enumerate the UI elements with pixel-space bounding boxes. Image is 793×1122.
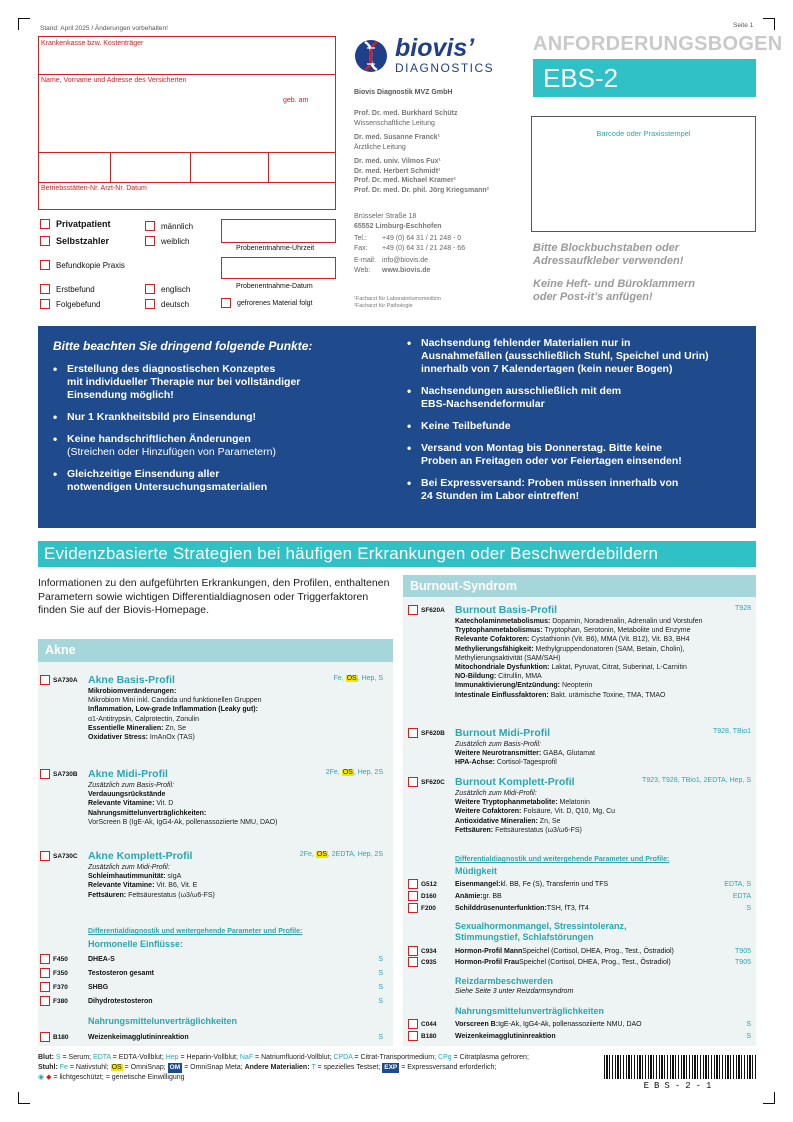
label-uhrzeit: Probenentnahme-Uhrzeit — [236, 245, 315, 252]
param-row[interactable]: B180 Weizenkeimagglutininreaktion S — [40, 1032, 383, 1042]
logo-name: biovis’ — [395, 34, 475, 62]
eye-icon: ◉ — [38, 1074, 45, 1081]
checkbox[interactable] — [145, 284, 155, 294]
profile-burnout-komplett — [408, 776, 751, 842]
burnout-diff-heading: Differentialdiagnostik und weitergehende Parameter und Profile: — [455, 856, 670, 863]
lab-company: Biovis Diagnostik MVZ GmbH — [354, 89, 453, 96]
lab-address: Brüsseler Straße 18 65552 Limburg-Eschhofen Tel.: +49 (0) 64 31 / 21 248 - 0 Fax: +49 (0) 64 31 / 21 248 - 66 E-mail: info@biovis.de Web: www.biovis.de — [354, 213, 466, 274]
revision-note: Stand: April 2025 / Änderungen vorbehalten! — [40, 25, 168, 32]
divider — [38, 74, 336, 75]
profile-title: Akne Basis-Profil — [88, 674, 175, 686]
profile-params: Mikrobiomveränderungen: Mikrobiom Mini inkl. Candida und funktionellen Gruppen Inflammation, Low-grade Inflammation (Leaky gut): α1-Antitrypsin, Calprotectin, Zonulin Essentielle Mineralien: Zn, Se Oxidativer Stress: ImAnOx (TAS) — [88, 688, 262, 742]
profile-code[interactable]: SF620A — [408, 605, 445, 615]
divider — [38, 152, 336, 153]
checkbox[interactable] — [40, 284, 50, 294]
uhrzeit-field[interactable] — [221, 219, 336, 243]
insurance-form — [38, 36, 336, 210]
param-row[interactable]: B180 Weizenkeimagglutininreaktion S — [408, 1031, 751, 1041]
profile-params: Katecholaminmetabolismus: Dopamin, Noradrenalin, Adrenalin und Vorstufen Tryptophanmetabolismus: Tryptophan, Serotonin, Metabolite und Enzyme Relevante Cofaktoren: Cystathionin (Vit. B6), MMA (Vit. B12), Vit. B3, BH4 Methylierungsfähigkeit: Methylgruppendonatoren (SAM, Betain, Cholin), Methylierungsaktivität (SAM/SAH) Mitochondriale Dysfunktion: Laktat, Pyruvat, Citrat, Suberinat, L-Carnitin NO-Bildung: Citrullin, MMA Immunaktivierung/Entzündung: Neopterin Intestinale Einflussfaktoren: Bakt. urämische Toxine, TMA, TMAO — [455, 618, 703, 699]
checkbox[interactable] — [145, 221, 155, 231]
checkbox[interactable] — [145, 299, 155, 309]
notice-item: • Versand von Montag bis Donnerstag. Bitte keine Proben an Freitagen oder vor Feiertagen einsenden! — [407, 442, 752, 468]
param-row[interactable]: F350 Testosteron gesamt S — [40, 968, 383, 978]
profile-materials: Fe, OS, Hep, S — [333, 675, 383, 682]
profile-burnout-midi — [408, 727, 751, 771]
panel-burnout-title: Burnout-Syndrom — [403, 575, 756, 597]
page-number: Seite 1 — [733, 22, 754, 29]
notice-item: • Nachsendung fehlender Materialien nur in Ausnahmefällen (ausschließlich Stuhl, Speichel und Urin) innerhalb von 7 Kalendertagen (kein neuer Bogen) — [407, 337, 752, 376]
notice-item: • Erstellung des diagnostischen Konzeptes mit individueller Therapie nur bei vollständiger Einsendung möglich! — [53, 363, 398, 402]
option-englisch[interactable]: englisch — [145, 284, 190, 294]
profile-params: Zusätzlich zum Basis-Profil: Weitere Neurotransmitter: GABA, Glutamat HPA-Achse: Cortisol-Tagesprofil — [455, 741, 595, 767]
legend-line-stool: Stuhl: Fe = Nativstuhl; OS = OmniSnap; OM = OmniSnap Meta; Andere Materialien: T = spezielles Testset; EXP = Expressversand erforderlich; — [38, 1064, 497, 1071]
divider — [190, 152, 191, 182]
burnout-sex-heading: Sexualhormonmangel, Stressintoleranz, Stimmungstief, Schlafstörungen — [455, 921, 627, 942]
profile-materials: T928, TBio1 — [712, 728, 751, 735]
profile-code[interactable]: SF620B — [408, 728, 445, 738]
logo-sub: DIAGNOSTICS — [395, 61, 495, 75]
profile-akne-basis — [40, 674, 383, 758]
legend-line-blood: Blut: S = Serum; EDTA = EDTA-Vollblut; Hep = Heparin-Vollblut; NaF = Natriumfluorid-Vollblut; CPDA = Citrat-Transportmedium; CPg = Citratplasma gefroren; — [38, 1054, 529, 1061]
checkbox[interactable] — [145, 236, 155, 246]
profile-materials: 2Fe, OS, Hep, 2S — [325, 769, 383, 776]
profile-params: Zusätzlich zum Midi-Profil: Schleimhautimmunität: sIgA Relevante Vitamine: Vit. B6, Vit. E Fettsäuren: Fettsäurestatus (ω3/ω6-FS) — [88, 864, 215, 899]
crop-mark-tl — [18, 18, 30, 30]
option-weiblich[interactable]: weiblich — [145, 236, 189, 246]
option-deutsch[interactable]: deutsch — [145, 299, 189, 309]
option-befundkopie[interactable]: Befundkopie Praxis — [40, 260, 125, 270]
notice-item: • Keine handschriftlichen Änderungen (Streichen oder Hinzufügen von Parametern) — [53, 433, 398, 459]
option-maennlich[interactable]: männlich — [145, 221, 193, 231]
param-row[interactable]: C934 Hormon-Profil Mann Speichel (Cortisol, DHEA, Prog., Test., Östradiol) T905 — [408, 946, 751, 956]
checkbox[interactable] — [40, 236, 50, 246]
label-betriebsstaette: Betriebsstätten-Nr. Arzt-Nr. Datum — [41, 185, 147, 192]
profile-title: Akne Komplett-Profil — [88, 850, 193, 862]
notice-item: • Gleichzeitige Einsendung aller notwendigen Untersuchungsmaterialien — [53, 468, 398, 494]
crop-mark-tr — [763, 18, 775, 30]
notice-item: • Keine Teilbefunde — [407, 420, 752, 433]
crop-mark-bl — [18, 1092, 30, 1104]
param-row[interactable]: F380 Dihydrotestosteron S — [40, 996, 383, 1006]
profile-burnout-basis — [408, 604, 751, 722]
notice-list-left — [53, 363, 398, 503]
burnout-reiz-text: Siehe Seite 3 unter Reizdarmsyndrom — [455, 988, 574, 995]
lab-footnotes: ¹Facharzt für Laboratoriumsmedizin ²Facharzt für Pathologie — [354, 296, 441, 309]
hint-no-clips: Keine Heft- und Büroklammern oder Post-it’s anfügen! — [533, 278, 695, 303]
burnout-nmu-heading: Nahrungsmittelunverträglichkeiten — [455, 1006, 605, 1016]
notice-heading: Bitte beachten Sie dringend folgende Punkte: — [53, 339, 313, 353]
param-row[interactable]: F370 SHBG S — [40, 982, 383, 992]
akne-diff-heading: Differentialdiagnostik und weitergehende Parameter und Profile: — [88, 928, 303, 935]
profile-materials: 2Fe, OS, 2EDTA, Hep, 2S — [299, 851, 383, 858]
materials-legend — [38, 1053, 598, 1083]
param-row[interactable]: C935 Hormon-Profil Frau Speichel (Cortisol, DHEA, Prog., Test., Östradiol) T905 — [408, 957, 751, 967]
param-row[interactable]: D160 Anämie: gr. BB EDTA — [408, 891, 751, 901]
option-gefroren[interactable]: gefrorenes Material folgt — [221, 298, 312, 308]
dna-icon: ◆ — [46, 1074, 52, 1081]
param-row[interactable]: C044 Vorscreen B: IgE-Ak, IgG4-Ak, pollenassoziierte NMU, DAO S — [408, 1019, 751, 1029]
notice-item: • Nachsendungen ausschließlich mit dem EBS-Nachsendeformular — [407, 385, 752, 411]
profile-akne-midi — [40, 768, 383, 842]
option-folgebefund[interactable]: Folgebefund — [40, 299, 100, 309]
profile-code[interactable]: SA730C — [40, 851, 78, 861]
profile-code[interactable]: SF620C — [408, 777, 445, 787]
form-title: ANFORDERUNGSBOGEN — [533, 33, 783, 55]
profile-title: Burnout Midi-Profil — [455, 727, 551, 739]
option-erstbefund[interactable]: Erstbefund — [40, 284, 95, 294]
dna-helix-icon — [354, 38, 388, 74]
profile-title: Burnout Basis-Profil — [455, 604, 558, 616]
profile-code[interactable]: SA730A — [40, 675, 78, 685]
akne-hormon-heading: Hormonelle Einflüsse: — [88, 939, 184, 949]
divider — [38, 182, 336, 183]
option-privatpatient[interactable]: Privatpatient — [40, 219, 111, 229]
profile-params: Zusätzlich zum Basis-Profil: Verdauungsrückstände Relevante Vitamine: Vit. D Nahrungsmittelunverträglichkeiten: VorScreen B (IgE-Ak, IgG4-Ak, pollenassoziierte NMU, DAO) — [88, 782, 278, 826]
label-geb: geb. am — [283, 97, 309, 104]
label-name: Name, Vorname und Adresse des Versicherten — [41, 77, 187, 84]
legend-line-symbols: ◉ ◆ = lichtgeschützt; = genetische Einwilligung — [38, 1074, 185, 1081]
panel-akne-title: Akne — [38, 639, 393, 662]
biovis-logo — [354, 36, 514, 78]
section-intro: Informationen zu den aufgeführten Erkrankungen, den Profilen, enthaltenen Parametern sowie wichtigen Differentialdiagnosen oder Triggerfaktoren finden Sie auf der Biovis-Homepage. — [38, 577, 390, 616]
form-barcode-text: EBS-2-1 — [643, 1081, 717, 1091]
checkbox[interactable] — [40, 260, 50, 270]
burnout-reiz-heading: Reizdarmbeschwerden — [455, 976, 554, 986]
profile-params: Zusätzlich zum Midi-Profil: Weitere Tryptophanmetabolite: Melatonin Weitere Cofaktoren: Folsäure, Vit. D, Q10, Mg, Cu Antioxidative Mineralien: Zn, Se Fettsäuren: Fettsäurestatus (ω3/ω6-FS) — [455, 790, 616, 834]
param-row[interactable]: F200 Schilddrüsenunterfunktion: TSH, fT3, fT4 S — [408, 903, 751, 913]
checkbox[interactable] — [221, 298, 231, 308]
crop-mark-br — [763, 1092, 775, 1104]
notice-list-right — [407, 337, 752, 512]
checkbox[interactable] — [40, 299, 50, 309]
notice-box — [38, 326, 756, 528]
datum-field[interactable] — [221, 257, 336, 279]
profile-title: Akne Midi-Profil — [88, 768, 168, 780]
profile-title: Burnout Komplett-Profil — [455, 776, 575, 788]
label-datum: Probenentnahme-Datum — [236, 283, 313, 290]
form-barcode — [604, 1055, 756, 1079]
form-code: EBS-2 — [533, 59, 756, 97]
checkbox[interactable] — [40, 219, 50, 229]
label-krankenkasse: Krankenkasse bzw. Kostenträger — [41, 40, 144, 47]
profile-materials: T928 — [735, 605, 751, 612]
akne-nmu-heading: Nahrungsmittelunverträglichkeiten — [88, 1016, 238, 1026]
param-row[interactable]: G512 Eisenmangel: kl. BB, Fe (S), Transferrin und TFS EDTA, S — [408, 879, 751, 889]
notice-item: • Bei Expressversand: Proben müssen innerhalb von 24 Stunden im Labor eintreffen! — [407, 477, 752, 503]
section-title: Evidenzbasierte Strategien bei häufigen Erkrankungen oder Beschwerdebildern — [38, 541, 756, 567]
barcode-stamp-label: Barcode oder Praxisstempel — [596, 129, 691, 138]
divider — [110, 152, 111, 182]
profile-code[interactable]: SA730B — [40, 769, 78, 779]
param-row[interactable]: F450 DHEA-S S — [40, 954, 383, 964]
profile-akne-komplett — [40, 850, 383, 916]
notice-item: • Nur 1 Krankheitsbild pro Einsendung! — [53, 411, 398, 424]
option-selbstzahler[interactable]: Selbstzahler — [40, 236, 109, 246]
divider — [268, 152, 269, 182]
lab-staff: Prof. Dr. med. Burkhard Schütz Wissenschaftliche Leitung Dr. med. Susanne Franck¹ Ärztliche Leitung Dr. med. univ. Vilmos Fux¹ Dr. med. Herbert Schmidt¹ Prof. Dr. med. Michael Kramer¹ Prof. Dr. med. Dr. phil. Jörg Kriegsmann² — [354, 110, 489, 194]
hint-block-letters: Bitte Blockbuchstaben oder Adressaufkleber verwenden! — [533, 242, 684, 267]
profile-materials: T923, T928, TBio1, 2EDTA, Hep, S — [642, 777, 751, 784]
burnout-diff-heading-2: Müdigkeit — [455, 866, 497, 876]
